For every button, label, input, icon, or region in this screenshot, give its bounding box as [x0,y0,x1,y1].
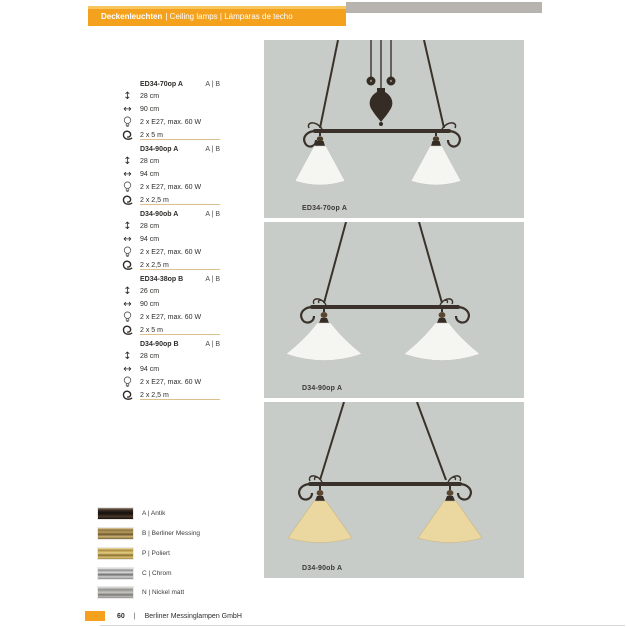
width-icon: ↔ [123,103,132,115]
bulb-icon [115,116,140,130]
bulb-icon [115,311,140,325]
product-height: 26 cm [140,288,160,295]
product-height: 28 cm [140,223,160,230]
width-icon: ↔ [123,363,132,375]
pendant-lamp-pulley-illustration [264,40,524,218]
product-width: 94 cm [140,366,160,373]
product-spec-block [115,273,220,338]
finish-row-antik [97,506,165,520]
product-height: 28 cm [140,158,160,165]
product-bulb: 2 x E27, max. 60 W [140,119,202,126]
product-width: 90 cm [140,301,160,308]
width-row [115,103,220,116]
header-title-translations: | Ceiling lamps | Lámparas de techo [165,12,293,21]
page-bottom-edge [100,625,625,626]
product-code: ED34-38op B [140,275,184,283]
footer-accent-square [85,611,105,621]
separator-line [140,269,220,270]
product-title-row [115,208,220,220]
product-finishes: A | B [205,80,220,88]
product-photo [264,222,524,398]
product-finishes: A | B [205,340,220,348]
swatch-label: C | Chrom [142,569,172,577]
bulb-icon [115,376,140,390]
page-number: 60 [117,612,125,620]
bulb-row [115,376,220,389]
photo-label: D34-90ob A [302,565,343,572]
product-cable: 2 x 5 m [140,132,163,139]
swatch-label: P | Poliert [142,549,170,557]
page-footer [85,611,242,621]
pendant-lamp-white-illustration [264,222,524,398]
swatch-berliner-messing [97,527,134,540]
cable-icon [115,390,140,402]
bulb-row [115,116,220,129]
product-bulb: 2 x E27, max. 60 W [140,249,202,256]
bulb-row [115,311,220,324]
product-title-row [115,78,220,90]
swatch-poliert [97,547,134,560]
header-title-de: Deckenleuchten [101,12,163,21]
height-icon: ↕ [123,285,132,297]
product-cable: 2 x 5 m [140,327,163,334]
product-title-row [115,143,220,155]
width-row [115,363,220,376]
product-spec-block [115,208,220,273]
height-icon: ↕ [123,220,132,232]
product-title-row [115,338,220,350]
product-height: 28 cm [140,93,160,100]
product-photo [264,40,524,218]
separator-line [140,334,220,335]
product-photo [264,402,524,578]
width-row [115,168,220,181]
product-bulb: 2 x E27, max. 60 W [140,314,202,321]
cable-row [115,324,220,337]
separator-line [140,139,220,140]
product-cable: 2 x 2,5 m [140,392,169,399]
height-row [115,155,220,168]
height-row [115,90,220,103]
product-height: 28 cm [140,353,160,360]
finish-row-poliert [97,546,170,560]
width-row [115,233,220,246]
product-width: 90 cm [140,106,160,113]
product-finishes: A | B [205,210,220,218]
height-row [115,285,220,298]
height-icon: ↕ [123,90,132,102]
cable-row [115,259,220,272]
height-row [115,350,220,363]
product-code: D34-90op B [140,340,179,348]
company-name: Berliner Messinglampen GmbH [144,612,242,620]
page-edge-strip [346,2,542,13]
product-code: D34-90op A [140,145,179,153]
bulb-row [115,246,220,259]
swatch-label: N | Nickel matt [142,588,185,596]
product-spec-block [115,143,220,208]
product-finishes: A | B [205,275,220,283]
height-icon: ↕ [123,350,132,362]
cable-row [115,129,220,142]
swatch-label: B | Berliner Messing [142,529,201,537]
separator-line [140,399,220,400]
cable-icon [115,260,140,272]
product-bulb: 2 x E27, max. 60 W [140,184,202,191]
product-width: 94 cm [140,236,160,243]
bulb-row [115,181,220,194]
product-code: ED34-70op A [140,80,183,88]
bulb-icon [115,181,140,195]
bulb-icon [115,246,140,260]
width-icon: ↔ [123,298,132,310]
finish-row-nickel-matt [97,585,184,599]
swatch-chrom [97,567,134,580]
product-spec-block [115,78,220,143]
product-bulb: 2 x E27, max. 60 W [140,379,202,386]
cable-icon [115,195,140,207]
finish-row-berliner-messing [97,526,200,540]
product-code: D34-90ob A [140,210,179,218]
photo-label: D34-90op A [302,385,343,392]
product-cable: 2 x 2,5 m [140,262,169,269]
product-spec-block [115,338,220,403]
header-bar [88,6,346,26]
width-icon: ↔ [123,233,132,245]
product-title-row [115,273,220,285]
width-row [115,298,220,311]
pendant-lamp-amber-illustration [264,402,524,578]
finish-row-chrom [97,566,172,580]
swatch-antik [97,507,134,520]
product-cable: 2 x 2,5 m [140,197,169,204]
width-icon: ↔ [123,168,132,180]
cable-icon [115,130,140,142]
separator-line [140,204,220,205]
height-row [115,220,220,233]
footer-divider: | [133,612,136,620]
cable-row [115,389,220,402]
photo-label: ED34-70op A [302,205,348,212]
cable-row [115,194,220,207]
product-finishes: A | B [205,145,220,153]
height-icon: ↕ [123,155,132,167]
cable-icon [115,325,140,337]
swatch-nickel-matt [97,586,134,599]
swatch-label: A | Antik [142,509,166,517]
product-width: 94 cm [140,171,160,178]
